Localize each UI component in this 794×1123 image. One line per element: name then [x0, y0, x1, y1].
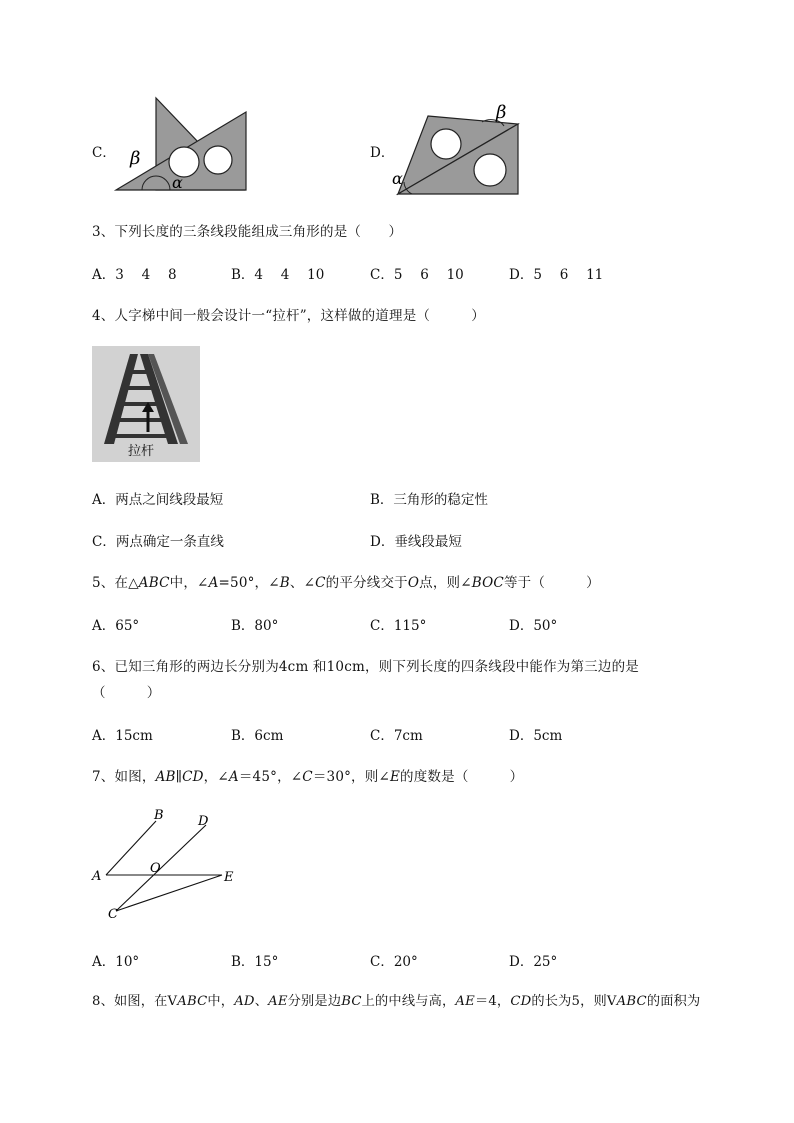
q5-option-b: B．80°	[231, 618, 279, 634]
q4-option-a: A．两点之间线段最短	[92, 492, 224, 508]
question-6-stem: 6、已知三角形的两边长分别为4cm 和10cm，则下列长度的四条线段中能作为第三边的是	[92, 659, 639, 675]
q6-option-a: A．15cm	[92, 728, 153, 744]
point-o-label: O	[150, 861, 161, 876]
figure-q7-parallel-lines	[90, 805, 240, 923]
point-c-label: C	[108, 907, 118, 922]
q7-option-d: D．25°	[509, 954, 558, 970]
question-3-stem: 3、下列长度的三条线段能组成三角形的是（ ）	[92, 224, 403, 240]
question-7-stem: 7、如图，AB∥CD，∠A＝45°，∠C＝30°，则∠E的度数是（ ）	[92, 769, 524, 785]
beta-label-c: β	[130, 148, 141, 169]
q5-option-c: C．115°	[370, 618, 427, 634]
q7-option-a: A．10°	[92, 954, 140, 970]
q5-option-d: D．50°	[509, 618, 558, 634]
q6-option-b: B．6cm	[231, 728, 284, 744]
question-8-stem: 8、如图，在VABC中，AD、AE分别是边BC上的中线与高，AE＝4，CD的长为5，则VABC的面积为	[92, 994, 701, 1009]
q6-option-c: C．7cm	[370, 728, 423, 744]
figure-d-triangles	[390, 98, 524, 198]
q6-option-d: D．5cm	[509, 728, 563, 744]
q4-option-c: C．两点确定一条直线	[92, 534, 224, 550]
beta-label-d: β	[496, 102, 507, 123]
q3-option-d: D．5 6 11	[509, 267, 604, 283]
question-4-stem: 4、人字梯中间一般会设计一“拉杆”，这样做的道理是（ ）	[92, 308, 485, 324]
ladder-caption: 拉杆	[128, 444, 155, 459]
question-5-stem: 5、在△ABC中，∠A=50°，∠B、∠C的平分线交于O点，则∠BOC等于（ ）	[92, 575, 600, 591]
point-a-label: A	[92, 869, 102, 884]
q7-option-b: B．15°	[231, 954, 279, 970]
q3-option-c: C．5 6 10	[370, 267, 464, 283]
q5-option-a: A．65°	[92, 618, 140, 634]
point-e-label: E	[224, 870, 234, 885]
alpha-label-d: α	[392, 169, 403, 188]
option-d-label: D．	[370, 145, 395, 161]
alpha-label-c: α	[172, 173, 183, 192]
figure-c-triangles	[112, 96, 252, 194]
q3-option-b: B．4 4 10	[231, 267, 325, 283]
ladder-photo	[92, 346, 200, 462]
q4-option-d: D．垂线段最短	[370, 534, 462, 550]
q3-option-a: A．3 4 8	[92, 267, 177, 283]
q7-option-c: C．20°	[370, 954, 418, 970]
q4-option-b: B．三角形的稳定性	[370, 492, 488, 508]
point-b-label: B	[154, 808, 164, 823]
question-6-paren: （ ）	[92, 685, 161, 701]
option-c-label: C．	[92, 145, 116, 161]
point-d-label: D	[198, 814, 209, 829]
